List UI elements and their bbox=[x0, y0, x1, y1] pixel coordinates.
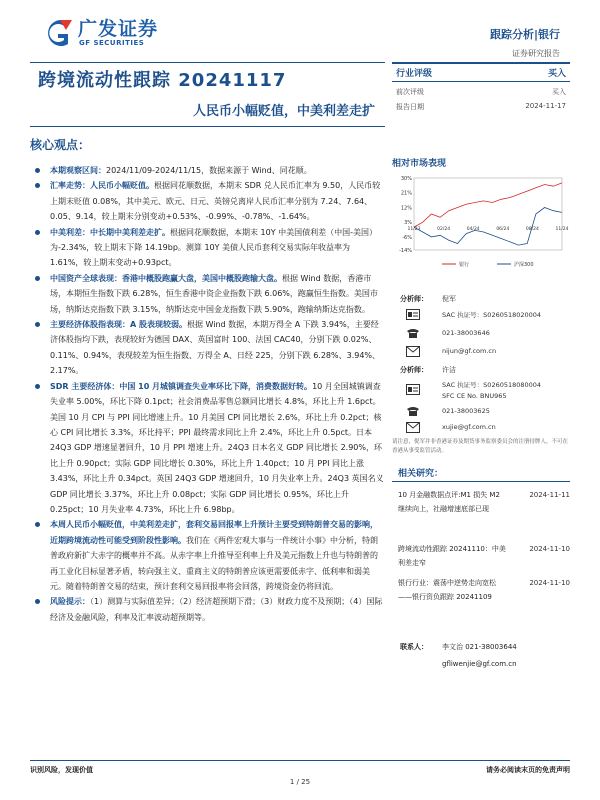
core-title: 核心观点： bbox=[30, 138, 91, 152]
analyst-phone: 021-38003646 bbox=[442, 329, 490, 337]
x-tick-label: 11/24 bbox=[555, 227, 569, 233]
bullet-item: 本期观察区间：2024/11/09-2024/11/15，数据来源于 Wind、同花顺。 bbox=[30, 163, 385, 178]
analyst-email[interactable]: xujie@gf.com.cn bbox=[442, 423, 496, 431]
analyst-name: 倪军 bbox=[442, 295, 456, 303]
y-tick-label: 30% bbox=[400, 176, 412, 182]
legend-label: 银行 bbox=[459, 262, 470, 268]
phone-icon bbox=[406, 328, 420, 339]
report-date-value: 2024-11-17 bbox=[525, 102, 566, 110]
analyst-role: 分析师： bbox=[400, 295, 428, 303]
bullet-item: SDR 主要经济体：中国 10 月城镇调查失业率环比下降，消费数据好转。10 月全国城镇调查失业率 5.00%，环比下降 0.1pct；社会消费品零售总额同比增长 4.8%，环比上升 1.6pct。美国 10 月 CPI 与 PPI 同比增速上升。10 月美国 CPI 同比增长 2.6%，环比上升 0.2pct；核心 CPI 同比增长 3.3%，环比持平；PPI 最终需求同比上升 2.4%，环比上升 0.5pct。日本 24Q3 GDP 增速显著回升，10 月 PPI 增速上升。24Q3 日本名义 GDP 同比增长 2.90%，环比上升 0.90pct；实际 GDP 同比增长 0.30%，环比上升 1.40pct；10 月 PPI 同比上涨 3.43%，环比上升 0.34pct。英国 24Q3 GDP 增速回升，10 月失业率上升。24Q3 英国名义 GDP 同比增长 3.37%，环比上升 0.08pct；实际 GDP 同比增长 0.95%，环比上升 0.25pct；10 月失业率 4.73%，环比上升 6.98bp。 bbox=[30, 379, 385, 518]
logo-en: GF SECURITIES bbox=[79, 39, 145, 47]
related-item[interactable]: 跨境流动性跟踪 20241110：中美利差走窄 2024-11-10 bbox=[398, 545, 570, 567]
chart-title: 相对市场表现 bbox=[392, 159, 447, 169]
related-item[interactable]: 银行行业：震荡中逆势走向宽松——银行资负跟踪 20241109 2024-11-10 bbox=[398, 579, 570, 601]
bullet-item: 中国资产全球表现：香港中概股跑赢大盘，美国中概股跑输大盘。根据 Wind 数据，香港市场，本期恒生指数下跌 6.28%，恒生香港中资企业指数下跌 6.06%，跑赢恒生指数。美国市场，纳斯达克指数下跌 3.15%，纳斯达克中国金龙指数下跌 5.90%，跑输纳斯达克指数。 bbox=[30, 271, 385, 317]
analyst-name: 许洁 bbox=[442, 366, 456, 374]
bullet-item: 本周人民币小幅贬值，中美利差走扩，套利交易回报率上升预计主要受到特朗普交易的影响，近期跨境流动性可能受到阶段性影响。我们在《两件宏观大事与一件统计小事》中分析，特朗普政府新扩大赤字的概率并不高。从赤字率上升推导至利率上升及美元指数上升也与特朗普的再工业化目标显著矛盾，转向强主义、重商主义的特朗普应该更需要低赤字、低利率和弱美元。随着特朗普交易的结束，预计套利交易回报率将会回落，跨境资金仍将回流。 bbox=[30, 517, 385, 594]
gf-logo-icon bbox=[40, 18, 74, 48]
bullet-item: 汇率走势：人民币小幅贬值。根据同花顺数据，本期末 SDR 兑人民币汇率为 9.50，人民币较上期末贬值 0.08%，其中美元、欧元、日元、英镑兑离岸人民币汇率分别为 7.24、7.64、0.05、9.14，较上期末分别变动+0.53%、-0.99%、-0.78%、-1.64%。 bbox=[30, 178, 385, 224]
analyst-phone: 021-38003625 bbox=[442, 407, 490, 415]
analyst-cert: SAC 执证号：S0260518080004 bbox=[442, 381, 542, 389]
analyst-role: 分析师： bbox=[400, 366, 428, 374]
contact-email[interactable]: gfliwenjie@gf.com.cn bbox=[442, 660, 517, 668]
series-line-0 bbox=[414, 183, 562, 227]
id-card-icon bbox=[406, 309, 420, 320]
email-icon bbox=[406, 422, 420, 433]
related-research-title: 相关研究： bbox=[392, 466, 570, 482]
related-item[interactable]: 10 月金融数据点评:M1 损失 M2 继续向上，社融增速底部已现 2024-11-11 bbox=[398, 491, 570, 513]
report-date-label: 报告日期 bbox=[396, 103, 424, 111]
disclaimer: 请注意，倪军并非香港证券及期货事务监察委员会的注册持牌人，不可在香港从事受监管活动。 bbox=[392, 439, 569, 454]
bullet-item: 中美利差：中长期中美利差走扩。根据同花顺数据，本期末 10Y 中美国债利差（中国-美国）为-2.34%，较上期末下降 14.19bp。测算 10Y 美债人民币套利交易实际年收益率为 1.61%，较上期末变动+0.93pct。 bbox=[30, 225, 385, 271]
y-tick-label: 3% bbox=[404, 220, 412, 227]
analyst-email[interactable]: nijun@gf.com.cn bbox=[442, 347, 497, 355]
rating-value: 买入 bbox=[547, 69, 566, 79]
bullet-item: 主要经济体股指表现：A 股表现较弱。根据 Wind 数据，本期万得全 A 下跌 3.94%，主要经济体股指均下跌，表现较好为德国 DAX、英国富时 100、法国 CAC40，分别下跌 0.02%、0.11%、0.94%，表现较差为恒生指数、万得全 A、日经 225，分别下跌 6.28%、3.94%、2.17%。 bbox=[30, 317, 385, 379]
prev-rating-value: 买入 bbox=[552, 88, 566, 96]
analyst-cert: SAC 执证号：S0260518020004 bbox=[442, 311, 542, 319]
contact-label: 联系人： bbox=[400, 643, 428, 651]
x-tick-label: 02/24 bbox=[437, 227, 451, 233]
legend-label: 沪深300 bbox=[514, 262, 534, 268]
report-subtype: 证券研究报告 bbox=[512, 49, 560, 58]
phone-icon bbox=[406, 406, 420, 417]
page-number: 1 / 25 bbox=[289, 778, 311, 786]
email-icon bbox=[406, 346, 420, 357]
rating-label: 行业评级 bbox=[396, 69, 433, 79]
id-card-icon bbox=[406, 384, 420, 395]
prev-rating-label: 前次评级 bbox=[396, 88, 424, 96]
logo-cn: 广发证券 bbox=[78, 18, 159, 40]
page-title: 跨境流动性跟踪 20241117 bbox=[38, 70, 287, 91]
y-tick-label: 21% bbox=[400, 190, 412, 197]
report-type: 跟踪分析|银行 bbox=[489, 28, 560, 41]
logo bbox=[40, 18, 158, 48]
chart-frame bbox=[414, 178, 562, 250]
rating-box bbox=[392, 62, 570, 112]
page-header bbox=[0, 0, 600, 62]
x-tick-label: 11/23 bbox=[407, 227, 421, 233]
y-tick-label: -6% bbox=[402, 234, 412, 241]
footer-disclaimer: 请务必阅读末页的免责声明 bbox=[486, 766, 570, 774]
x-tick-label: 06/24 bbox=[496, 227, 510, 233]
page-subtitle: 人民币小幅贬值，中美利差走扩 bbox=[192, 104, 375, 119]
bullet-item: 风险提示：（1）测算与实际值差异；（2）经济超预期下滑；（3）财政力度不及预期；（4）国际经济及金融风险，利率及汇率波动超预期等。 bbox=[30, 594, 385, 625]
footer-slogan: 识别风险，发现价值 bbox=[30, 766, 93, 774]
x-tick-label: 08/24 bbox=[525, 227, 539, 233]
relative-performance-chart bbox=[392, 172, 570, 272]
y-tick-label: 12% bbox=[400, 205, 412, 212]
x-tick-label: 04/24 bbox=[466, 227, 480, 233]
contact-name: 李文治 021-38003644 bbox=[442, 643, 517, 651]
y-tick-label: -14% bbox=[399, 248, 412, 254]
core-views bbox=[30, 136, 385, 625]
title-bar bbox=[30, 62, 385, 128]
analyst-cert2: SFC CE No. BNU965 bbox=[442, 392, 507, 400]
